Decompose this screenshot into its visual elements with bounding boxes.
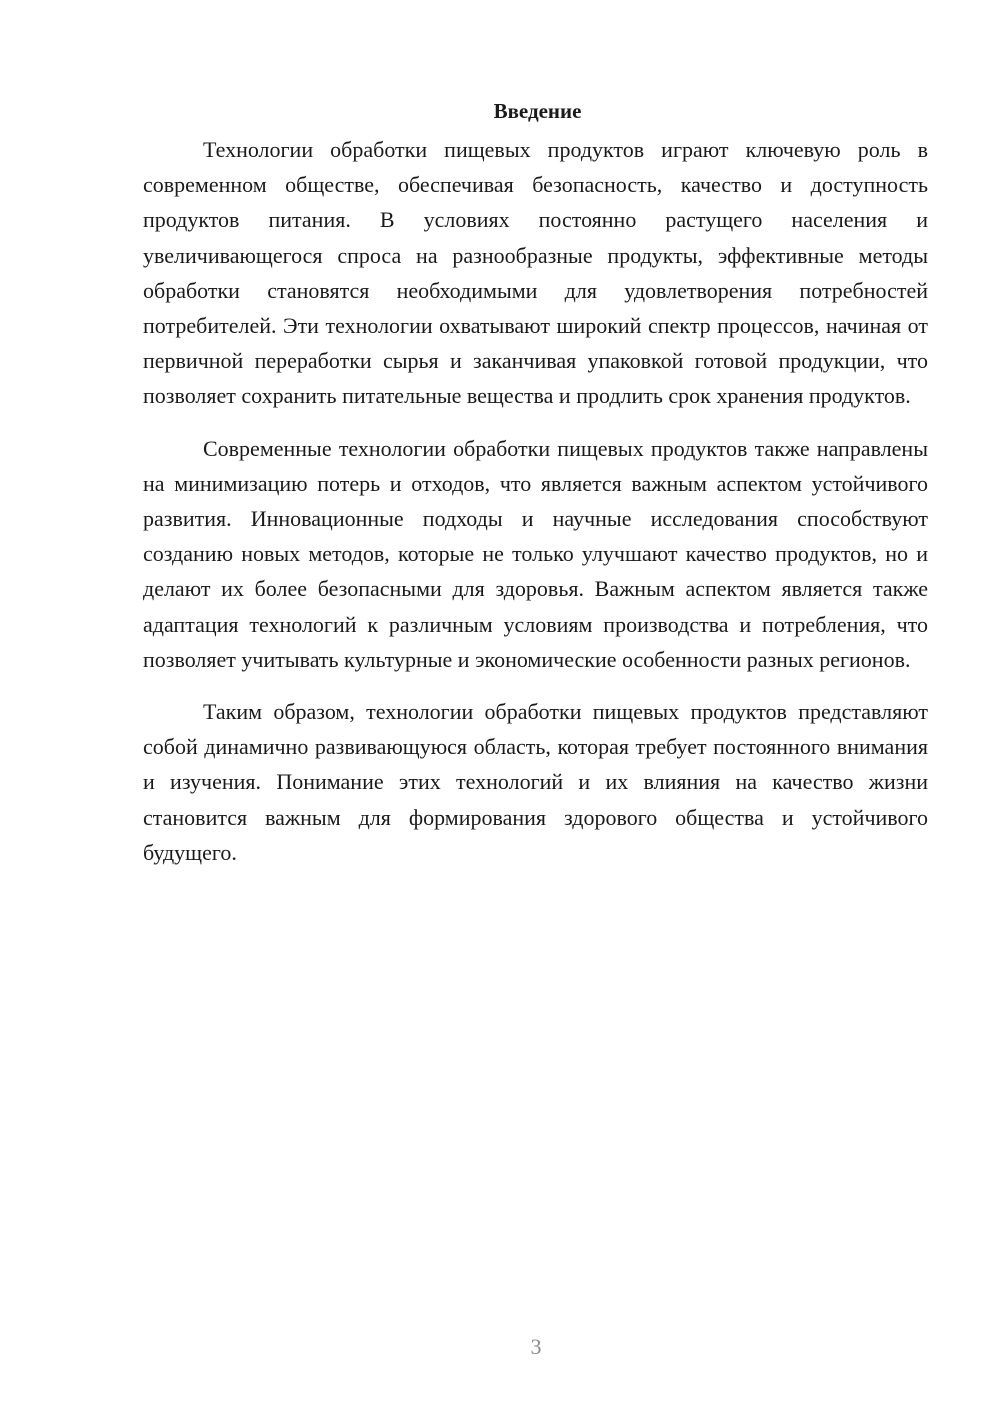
section-title: Введение xyxy=(493,99,582,123)
page-content xyxy=(143,94,928,887)
paragraph-2: Современные технологии обработки пищевых продуктов также направлены на минимизацию потерь и отходов, что является важным аспектом устойчивого развития. Инновационные подходы и научные исследования способствуют созданию новых методов, которые не только улучшают качество продуктов, но и делают их более безопасными для здоровья. Важным аспектом является также адаптация технологий к различным условиям производства и потребления, что позволяет учитывать культурные и экономические особенности разных регионов. xyxy=(143,435,928,672)
paragraph-1: Технологии обработки пищевых продуктов играют ключевую роль в современном обществе, обеспечивая безопасность, качество и доступность продуктов питания. В условиях постоянно растущего населения и увеличивающегося спроса на разнообразные продукты, эффективные методы обработки становятся необходимыми для удовлетворения потребностей потребителей. Эти технологии охватывают широкий спектр процессов, начиная от первичной переработки сырья и заканчивая упаковкой готовой продукции, что позволяет сохранить питательные вещества и продлить срок хранения продуктов. xyxy=(143,137,928,409)
page-number: 3 xyxy=(530,1334,542,1359)
paragraph-3: Таким образом, технологии обработки пищевых продуктов представляют собой динамично развивающуюся область, которая требует постоянного внимания и изучения. Понимание этих технологий и их влияния на качество жизни становится важным для формирования здорового общества и устойчивого будущего. xyxy=(143,699,928,865)
